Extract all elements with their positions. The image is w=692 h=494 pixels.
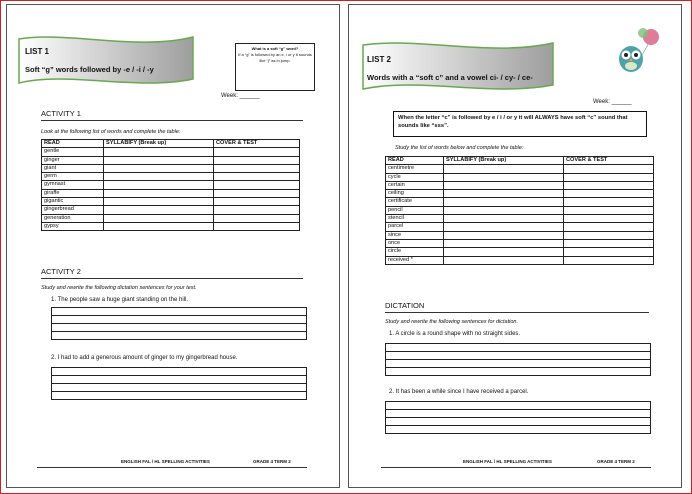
cover-test-cell[interactable] — [564, 231, 654, 239]
word-cell: germ — [42, 173, 104, 181]
table-row — [42, 198, 300, 206]
word-cell: since — [386, 231, 444, 239]
table-row — [386, 198, 654, 206]
cover-test-cell[interactable] — [214, 198, 300, 206]
word-cell: received * — [386, 256, 444, 264]
table-row — [386, 223, 654, 231]
syllabify-cell[interactable] — [444, 206, 564, 214]
table-row — [386, 181, 654, 189]
column-header: COVER & TEST — [564, 157, 654, 165]
cover-test-cell[interactable] — [214, 156, 300, 164]
week-label: Week: ______ — [593, 99, 632, 105]
word-cell: ceiling — [386, 190, 444, 198]
word-cell: gentle — [42, 148, 104, 156]
cover-test-cell[interactable] — [214, 181, 300, 189]
cover-test-cell[interactable] — [214, 214, 300, 222]
syllabify-cell[interactable] — [104, 214, 214, 222]
cover-test-cell[interactable] — [564, 239, 654, 247]
cover-test-cell[interactable] — [564, 215, 654, 223]
word-cell: giraffe — [42, 189, 104, 197]
table-row — [42, 156, 300, 164]
banner-title: LIST 2 — [367, 55, 392, 64]
cover-test-cell[interactable] — [564, 173, 654, 181]
table-row — [386, 256, 654, 264]
rule-box: When the letter “c” is followed by e / i / or y it will ALWAYS have soft “c” sound that sounds like “sss”. — [393, 111, 647, 137]
cover-test-cell[interactable] — [214, 206, 300, 214]
word-cell: once — [386, 239, 444, 247]
word-cell: centimetre — [386, 165, 444, 173]
word-table — [385, 156, 654, 265]
worksheet-page-1 — [6, 4, 340, 488]
divider — [41, 120, 303, 121]
sentence-2: 2. It has been a while since I have received a parcel. — [389, 389, 529, 395]
table-row — [386, 206, 654, 214]
banner-subtitle: Words with a “soft c” and a vowel ci- / cy- / ce- — [367, 73, 533, 82]
footer-left: ENGLISH FAL / HL SPELLING ACTIVITIES — [463, 459, 552, 464]
column-header: READ — [42, 140, 104, 148]
divider — [385, 312, 649, 313]
syllabify-cell[interactable] — [444, 165, 564, 173]
table-row — [42, 181, 300, 189]
word-cell: gigantic — [42, 198, 104, 206]
syllabify-cell[interactable] — [444, 215, 564, 223]
table-row — [386, 239, 654, 247]
table-instruction: Study the list of words below and complete the table: — [395, 145, 524, 151]
cover-test-cell[interactable] — [564, 206, 654, 214]
syllabify-cell[interactable] — [104, 173, 214, 181]
word-cell: certain — [386, 181, 444, 189]
footer-rule — [381, 467, 651, 468]
syllabify-cell[interactable] — [444, 248, 564, 256]
word-cell: gymnast — [42, 181, 104, 189]
syllabify-cell[interactable] — [444, 256, 564, 264]
divider — [41, 278, 303, 279]
column-header: SYLLABIFY (Break up) — [104, 140, 214, 148]
cover-test-cell[interactable] — [564, 248, 654, 256]
word-cell: gingerbread — [42, 206, 104, 214]
syllabify-cell[interactable] — [104, 189, 214, 197]
banner-subtitle: Soft “g” words followed by -e / -i / -y — [25, 65, 154, 74]
word-cell: gypsy — [42, 222, 104, 230]
owl-balloons-icon — [611, 25, 665, 77]
syllabify-cell[interactable] — [444, 181, 564, 189]
syllabify-cell[interactable] — [104, 181, 214, 189]
word-cell: ginger — [42, 156, 104, 164]
info-box-text: If a “g” is followed by an e, i or y it sounds like “j” as in jump. — [238, 52, 312, 63]
syllabify-cell[interactable] — [444, 239, 564, 247]
word-cell: pencil — [386, 206, 444, 214]
info-box-title: What is a soft “g” word? — [251, 46, 299, 51]
info-box — [235, 43, 315, 91]
column-header: READ — [386, 157, 444, 165]
cover-test-cell[interactable] — [214, 222, 300, 230]
dictation-heading: DICTATION — [385, 301, 425, 310]
table-row — [386, 173, 654, 181]
table-row — [386, 248, 654, 256]
footer-right: GRADE 4 TERM 2 — [597, 459, 635, 464]
footer-left: ENGLISH FAL / HL SPELLING ACTIVITIES — [121, 459, 210, 464]
writing-lines[interactable] — [385, 343, 651, 376]
syllabify-cell[interactable] — [444, 231, 564, 239]
table-row — [42, 189, 300, 197]
syllabify-cell[interactable] — [104, 156, 214, 164]
word-cell: parcel — [386, 223, 444, 231]
table-row — [386, 190, 654, 198]
column-header: COVER & TEST — [214, 140, 300, 148]
column-header: SYLLABIFY (Break up) — [444, 157, 564, 165]
cover-test-cell[interactable] — [564, 165, 654, 173]
syllabify-cell[interactable] — [444, 223, 564, 231]
activity2-heading: ACTIVITY 2 — [41, 267, 81, 276]
dictation-instruction: Study and rewrite the following sentences for dictation. — [385, 319, 518, 325]
word-cell: certificate — [386, 198, 444, 206]
table-row — [42, 164, 300, 172]
syllabify-cell[interactable] — [444, 190, 564, 198]
cover-test-cell[interactable] — [564, 181, 654, 189]
word-cell: generation — [42, 214, 104, 222]
banner-shape — [17, 31, 197, 89]
writing-lines[interactable] — [51, 367, 307, 400]
week-label: Week: ______ — [221, 93, 260, 99]
footer-rule — [37, 467, 307, 468]
cover-test-cell[interactable] — [214, 164, 300, 172]
sentence-2: 2. I had to add a generous amount of ginger to my gingerbread house. — [51, 355, 238, 361]
cover-test-cell[interactable] — [564, 190, 654, 198]
writing-lines[interactable] — [51, 307, 307, 340]
cover-test-cell[interactable] — [564, 256, 654, 264]
cover-test-cell[interactable] — [564, 198, 654, 206]
word-cell: circle — [386, 248, 444, 256]
table-row — [42, 206, 300, 214]
syllabify-cell[interactable] — [104, 164, 214, 172]
word-table — [41, 139, 300, 231]
sentence-1: 1. A circle is a round shape with no straight sides. — [389, 331, 521, 337]
table-row — [42, 222, 300, 230]
cover-test-cell[interactable] — [214, 148, 300, 156]
activity2-instruction: Study and rewrite the following dictation sentences for your test. — [41, 285, 197, 291]
cover-test-cell[interactable] — [214, 189, 300, 197]
syllabify-cell[interactable] — [104, 198, 214, 206]
syllabify-cell[interactable] — [104, 206, 214, 214]
syllabify-cell[interactable] — [444, 173, 564, 181]
word-cell: giant — [42, 164, 104, 172]
worksheet-page-2 — [348, 4, 682, 488]
syllabify-cell[interactable] — [104, 148, 214, 156]
syllabify-cell[interactable] — [444, 198, 564, 206]
table-row — [42, 173, 300, 181]
banner-title: LIST 1 — [25, 47, 50, 56]
footer-right: GRADE 4 TERM 2 — [253, 459, 291, 464]
cover-test-cell[interactable] — [564, 223, 654, 231]
writing-lines[interactable] — [385, 401, 651, 434]
table-row — [42, 214, 300, 222]
table-row — [386, 215, 654, 223]
word-cell: cycle — [386, 173, 444, 181]
sentence-1: 1. The people saw a huge giant standing on the hill. — [51, 297, 188, 303]
table-row — [42, 148, 300, 156]
cover-test-cell[interactable] — [214, 173, 300, 181]
activity1-heading: ACTIVITY 1 — [41, 109, 81, 118]
banner-shape — [361, 37, 557, 95]
table-row — [386, 165, 654, 173]
syllabify-cell[interactable] — [104, 222, 214, 230]
table-row — [386, 231, 654, 239]
activity1-instruction: Look at the following list of words and complete the table: — [41, 129, 181, 135]
word-cell: stencil — [386, 215, 444, 223]
